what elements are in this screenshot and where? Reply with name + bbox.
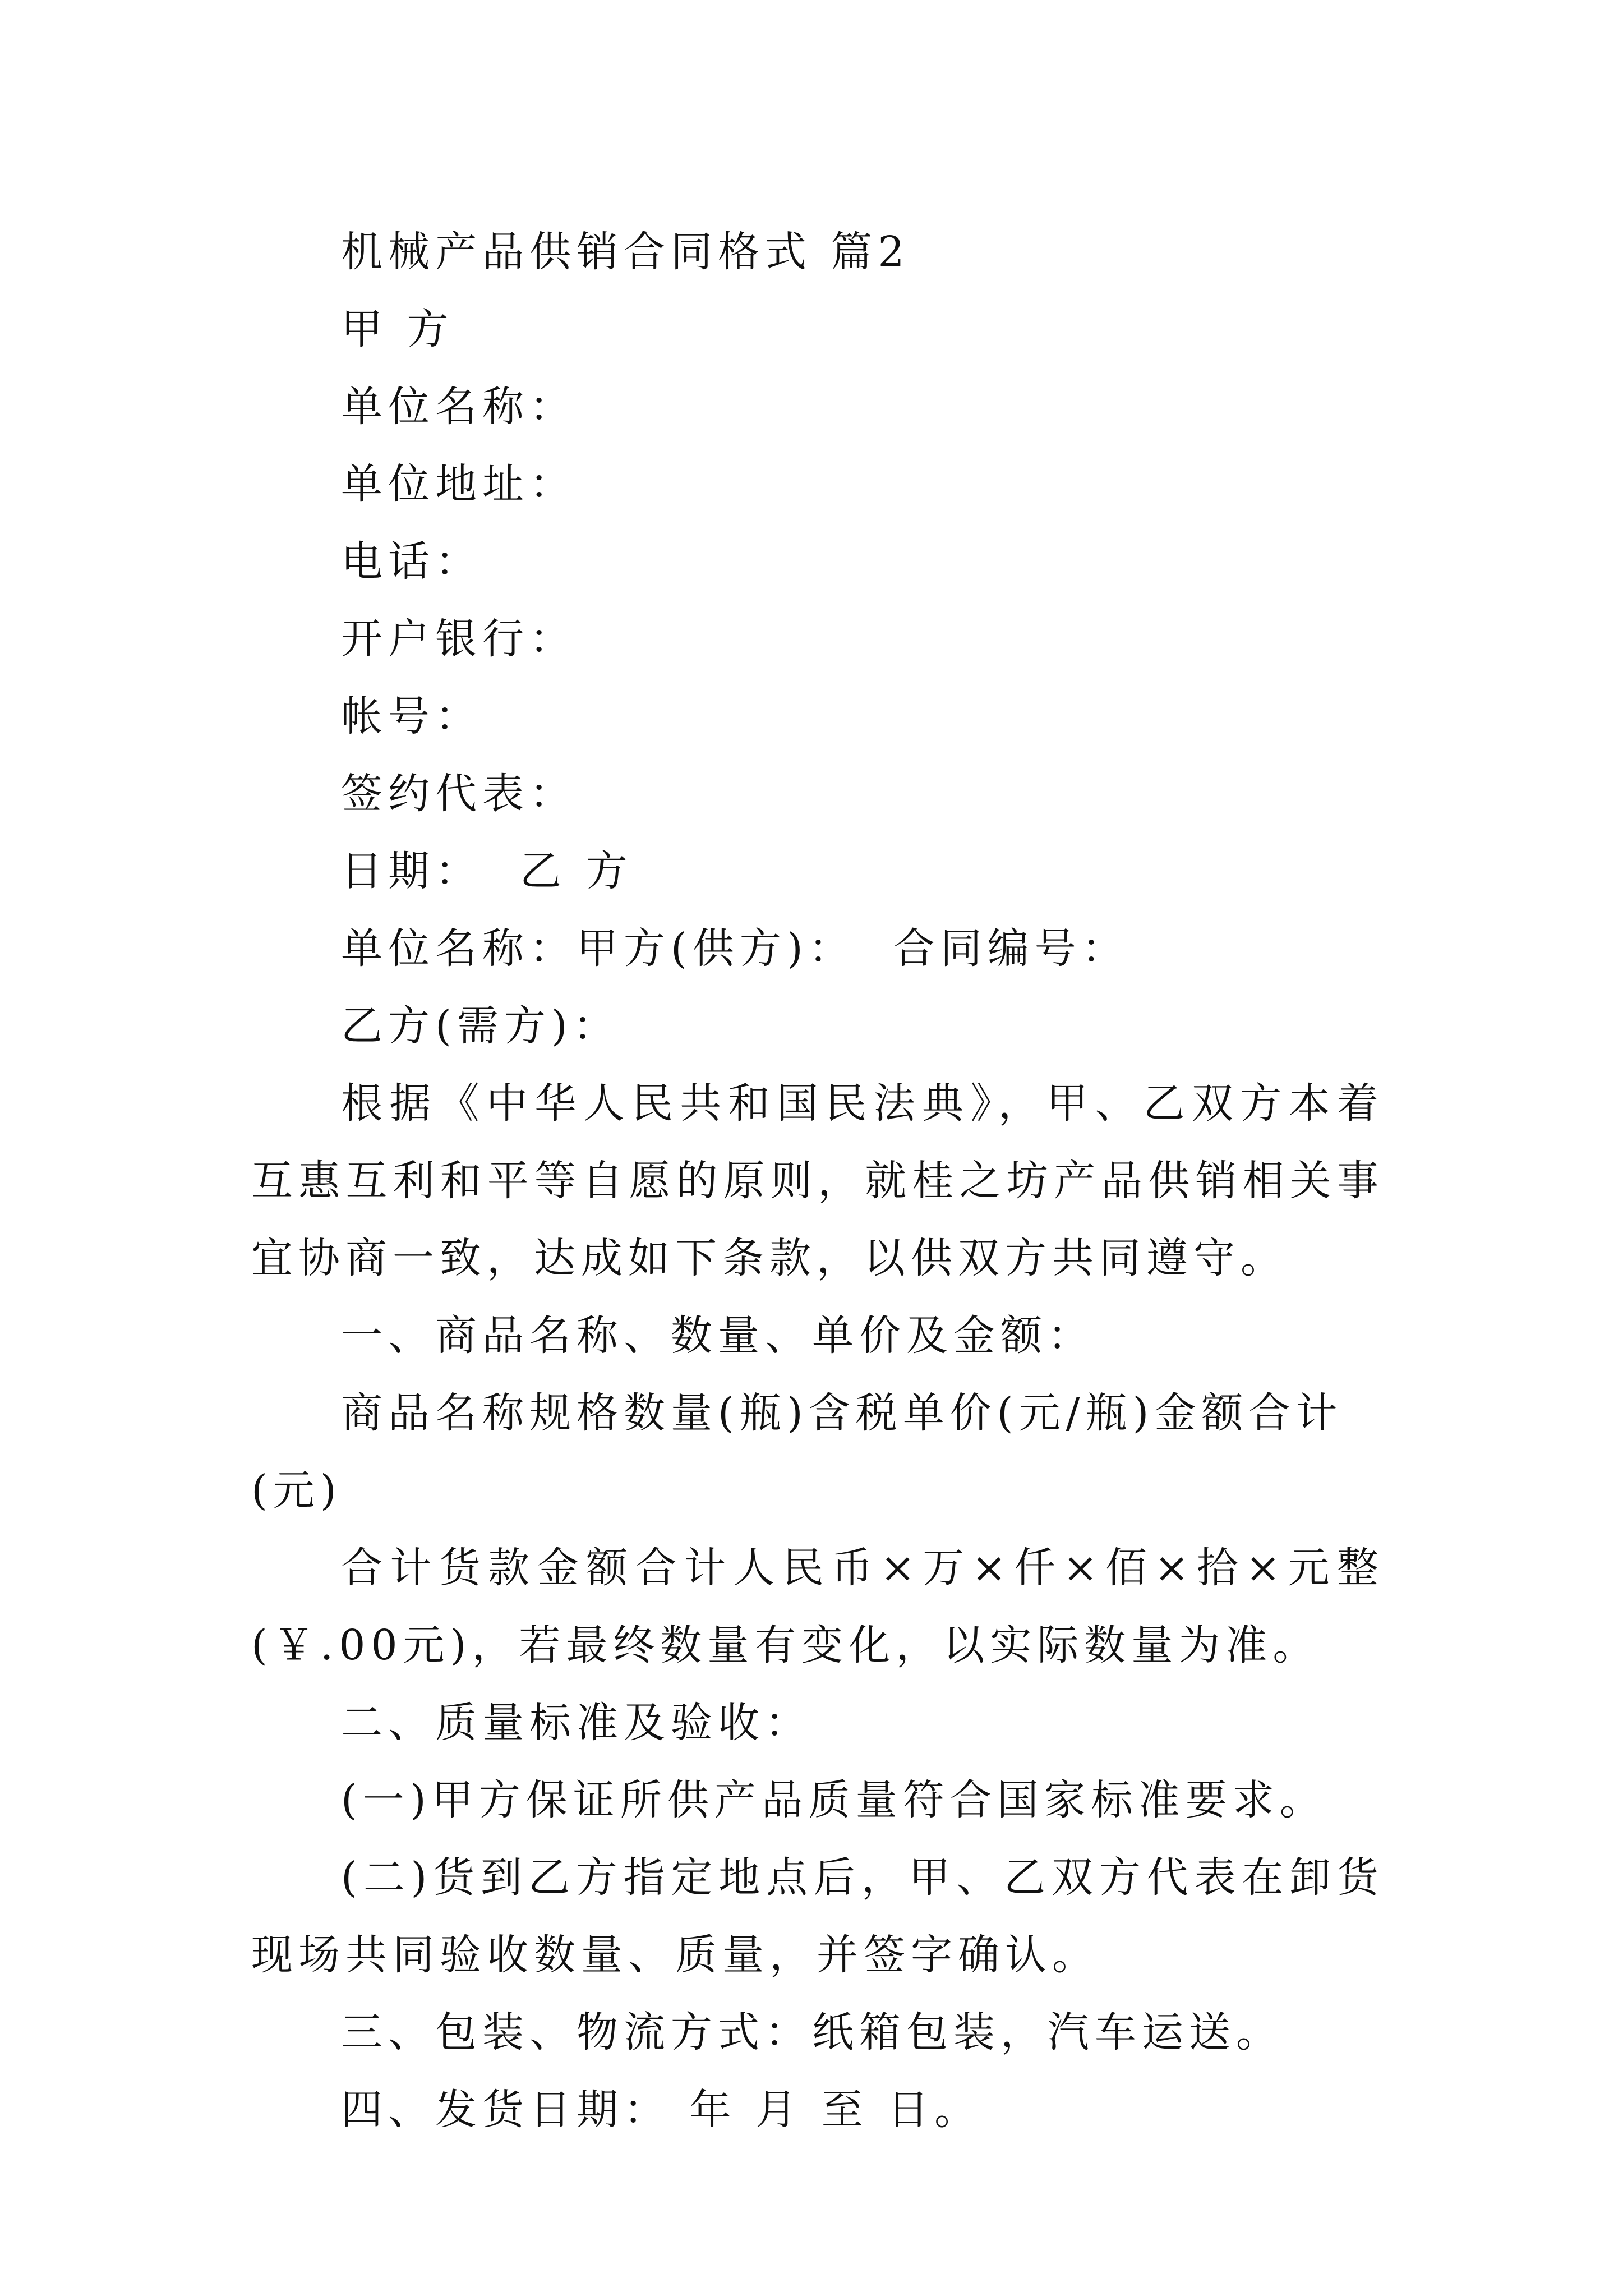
goods-table-header: 商品名称规格数量(瓶)含税单价(元/瓶)金额合计(元) [251, 1389, 1343, 1515]
party-a-address: 单位地址： [341, 460, 577, 508]
document-body [251, 213, 1384, 2148]
section-1-title: 一、商品名称、数量、单价及金额： [341, 1312, 1095, 1360]
contract-preamble: 根据《中华人民共和国民法典》，甲、乙双方本着互惠互利和平等自愿的原则，就桂之坊产品供销相关事宜协商一致，达成如下条款，以供双方共同遵守。 [251, 1079, 1384, 1282]
section-2-item-1: (一)甲方保证所供产品质量符合国家标准要求。 [341, 1776, 1327, 1824]
section-4-delivery-date: 四、发货日期： 年 月 至 日。 [341, 2086, 982, 2134]
party-a-heading: 甲 方 [341, 305, 454, 353]
party-a-representative: 签约代表： [341, 770, 577, 818]
party-b-buyer: 乙方(需方)： [341, 1002, 620, 1050]
party-a-bank: 开户银行： [341, 615, 577, 663]
total-amount-clause: 合计货款金额合计人民币×万×仟×佰×拾×元整(￥.00元)，若最终数量有变化，以实际数量为准。 [251, 1544, 1384, 1669]
party-a-company-name: 单位名称： [341, 383, 577, 431]
date-and-party-b-heading: 日期： 乙 方 [341, 847, 633, 895]
section-2-title: 二、质量标准及验收： [341, 1699, 812, 1747]
company-name-and-contract-number: 单位名称：甲方(供方)： 合同编号： [341, 924, 1129, 973]
document-title: 机械产品供销合同格式 篇2 [341, 228, 910, 276]
party-a-account: 帐号： [341, 692, 482, 740]
party-a-phone: 电话： [341, 537, 482, 586]
section-2-item-2: (二)货到乙方指定地点后，甲、乙双方代表在卸货现场共同验收数量、质量，并签字确认。 [251, 1853, 1384, 1979]
section-3-packaging: 三、包装、物流方式：纸箱包装，汽车运送。 [341, 2008, 1283, 2056]
